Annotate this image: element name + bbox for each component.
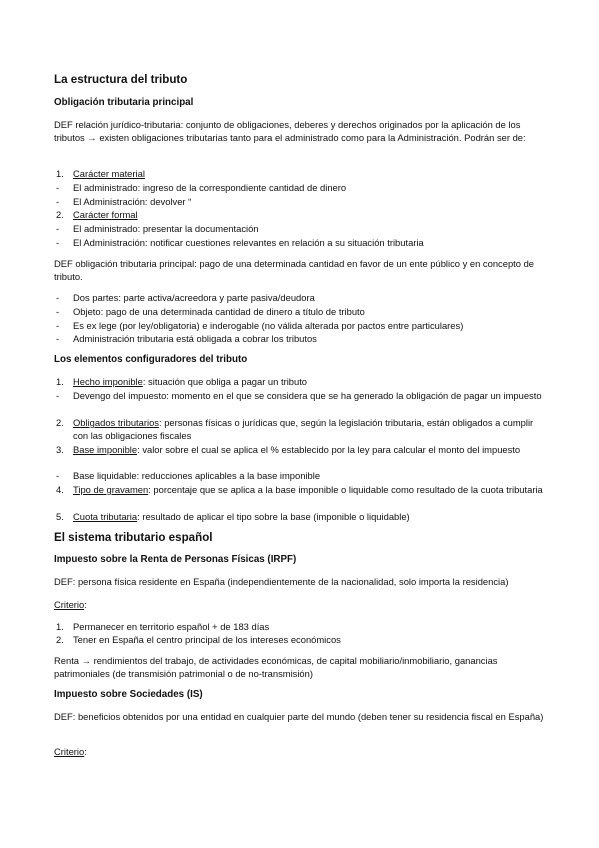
paragraph-def-irpf: DEF: persona física residente en España (independientemente de la nacionalidad, solo importa la residencia) <box>54 576 509 587</box>
list-item <box>56 469 543 482</box>
list-item-label: Base imponible <box>73 444 138 455</box>
list-item-text: Objeto: pago de una determinada cantidad de dinero a título de tributo <box>73 306 365 317</box>
criterio-text: Criterio <box>54 746 85 757</box>
list-item-label: Carácter formal <box>73 209 138 220</box>
list-marker: 1. <box>56 376 64 387</box>
list-marker: 2. <box>56 209 64 220</box>
list-item <box>56 510 543 523</box>
list-marker: - <box>56 237 60 248</box>
list-item <box>56 236 543 249</box>
list-item-text: Es ex lege (por ley/obligatoria) e inderogable (no válida alterada por pactos entre particulares) <box>73 320 464 331</box>
list-item-text: : valor sobre el cual se aplica el % establecido por la ley para calcular el monto del impuesto <box>137 444 521 455</box>
list-item-text: : resultado de aplicar el tipo sobre la base (imponible o liquidable) <box>137 511 410 522</box>
list-item-label: Cuota tributaria <box>73 511 138 522</box>
list-item <box>56 332 543 345</box>
list-marker: - <box>56 306 60 317</box>
list-marker: - <box>56 292 60 303</box>
list-marker: 5. <box>56 511 64 522</box>
list-item-text: : personas físicas o jurídicas que, según la legislación tributaria, están obligados a cumplir con las obligaciones fiscales <box>73 417 534 442</box>
list-item-text: Permanecer en territorio español + de 183 días <box>73 621 270 632</box>
list-item <box>56 167 543 180</box>
list-item-text: El Administración: devolver “ <box>73 196 192 207</box>
list-marker: 4. <box>56 484 64 495</box>
list-marker: - <box>56 320 60 331</box>
list-marker: 2. <box>56 417 64 428</box>
list-item-label: Carácter material <box>73 168 145 179</box>
criterio-label <box>54 745 546 758</box>
list-marker: 1. <box>56 621 64 632</box>
list-marker: 1. <box>56 168 64 179</box>
list-item-text: Administración tributaria está obligada a cobrar los tributos <box>73 333 317 344</box>
list-item-text: El administrado: ingreso de la correspondiente cantidad de dinero <box>73 182 347 193</box>
list-item <box>56 620 543 633</box>
list-item-text: : porcentaje que se aplica a la base imponible o liquidable como resultado de la cuota tributaria <box>148 484 543 495</box>
list-item <box>56 389 543 402</box>
list-item <box>56 416 543 442</box>
paragraph-def-obligacion-principal: DEF obligación tributaria principal: pago de una determinada cantidad en favor de un ente público y en concepto de tributo. <box>54 258 535 283</box>
subsection-heading-is: Impuesto sobre Sociedades (IS) <box>54 689 203 700</box>
list-marker: - <box>56 333 60 344</box>
criterio-colon: : <box>84 746 87 757</box>
list-item-text: El administrado: presentar la documentación <box>73 223 259 234</box>
list-item-text: El Administración: notificar cuestiones relevantes en relación a su situación tributaria <box>73 237 424 248</box>
paragraph-def-is: DEF: beneficios obtenidos por una entidad en cualquier parte del mundo (deben tener su residencia fiscal en España) <box>54 711 544 722</box>
list-item-text: Base liquidable: reducciones aplicables a la base imponible <box>73 470 321 481</box>
list-item <box>56 195 543 208</box>
list-item-text: : situación que obliga a pagar un tributo <box>142 376 308 387</box>
list-item <box>56 305 543 318</box>
list-item <box>56 443 543 456</box>
list-marker: - <box>56 196 60 207</box>
list-item <box>56 633 543 646</box>
list-item-text: Dos partes: parte activa/acreedora y parte pasiva/deudora <box>73 292 315 303</box>
list-item <box>56 208 543 221</box>
list-item <box>56 291 543 304</box>
criterio-colon: : <box>84 599 87 610</box>
list-item-text: Devengo del impuesto: momento en el que se considera que se ha generado la obligación de pagar un impuesto <box>73 390 542 401</box>
list-item-label: Hecho imponible <box>73 376 143 387</box>
list-marker: - <box>56 223 60 234</box>
list-item-label: Tipo de gravamen <box>73 484 149 495</box>
section-heading-obligacion: Obligación tributaria principal <box>54 97 194 108</box>
subsection-heading-irpf: Impuesto sobre la Renta de Personas Físicas (IRPF) <box>54 554 297 565</box>
paragraph-def-relacion: DEF relación jurídico-tributaria: conjunto de obligaciones, deberes y derechos originados por la aplicación de los tributos → existen obligaciones tributarias tanto para el administrado como para la Administración. Podrán ser de: <box>54 119 526 144</box>
list-item <box>56 319 543 332</box>
list-item <box>56 181 543 194</box>
criterio-label <box>54 598 546 611</box>
list-marker: - <box>56 390 60 401</box>
page-title: La estructura del tributo <box>54 73 188 86</box>
list-marker: 2. <box>56 634 64 645</box>
paragraph-renta: Renta → rendimientos del trabajo, de actividades económicas, de capital mobiliario/inmobiliario, ganancias patrimoniales (de transmisión patrimonial o de no-transmisión) <box>54 655 498 680</box>
list-item <box>56 483 543 496</box>
list-item <box>56 375 543 388</box>
list-item <box>56 222 543 235</box>
list-marker: 3. <box>56 444 64 455</box>
section-heading-sistema: El sistema tributario español <box>54 531 213 544</box>
list-marker: - <box>56 182 60 193</box>
section-heading-elementos: Los elementos configuradores del tributo <box>54 354 248 365</box>
list-item-text: Tener en España el centro principal de los intereses económicos <box>73 634 341 645</box>
list-item-label: Obligados tributarios <box>73 417 159 428</box>
list-marker: - <box>56 470 60 481</box>
criterio-text: Criterio <box>54 599 85 610</box>
